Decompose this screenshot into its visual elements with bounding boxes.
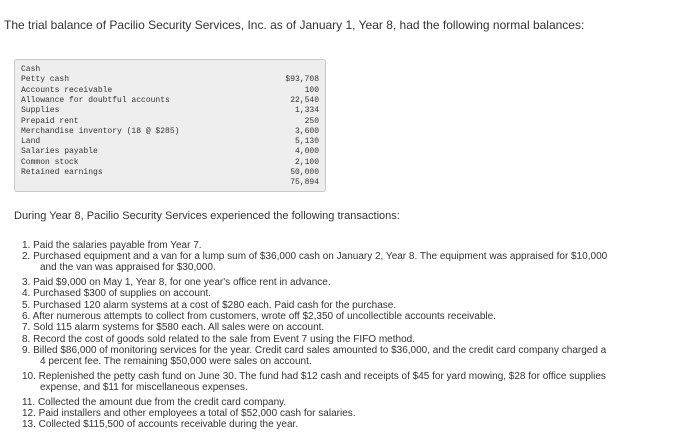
- transaction-item: [22, 311, 496, 322]
- account-name: Retained earnings: [21, 168, 103, 177]
- account-balance: 75,894: [290, 178, 319, 188]
- account-name: Cash: [21, 65, 41, 74]
- transaction-text: 13. Collected $115,500 of accounts receivable during the year.: [22, 419, 299, 430]
- transaction-text-continued: expense, and $11 for miscellaneous expenses.: [40, 382, 248, 393]
- transaction-item: [22, 240, 202, 251]
- transaction-text: 9. Billed $86,000 of monitoring services for the year. Credit card sales amounted to $36,000, and the credit card company charged a: [22, 345, 607, 356]
- transactions-intro: During Year 8, Pacilio Security Services experienced the following transactions:: [14, 210, 400, 222]
- transaction-text: 10. Replenished the petty cash fund on June 30. The fund had $12 cash and receipts of $45 for yard mowing, $28 for office supplies: [22, 371, 606, 382]
- account-name: Land: [21, 137, 41, 147]
- transaction-text: 12. Paid installers and other employees a total of $52,000 cash for salaries.: [22, 408, 356, 419]
- transaction-text: 5. Purchased 120 alarm systems at a cost of $280 each. Paid cash for the purchase.: [22, 300, 397, 311]
- transaction-text: 11. Collected the amount due from the credit card company.: [22, 397, 287, 408]
- transaction-text: 4. Purchased $300 of supplies on account.: [22, 288, 212, 299]
- trial-balance-table: [14, 59, 326, 192]
- transaction-item: [22, 300, 396, 311]
- account-name: Petty cash: [21, 75, 70, 85]
- transaction-item: [22, 408, 356, 419]
- account-balance: 1,334: [294, 106, 319, 116]
- transaction-text: 3. Paid $9,000 on May 1, Year 8, for one year's office rent in advance.: [22, 277, 331, 288]
- account-balance: 100: [304, 85, 319, 95]
- transaction-item: [22, 334, 415, 345]
- problem-intro: The trial balance of Pacilio Security Services, Inc. as of January 1, Year 8, had the following normal balances:: [4, 18, 585, 32]
- transaction-item: [22, 419, 298, 430]
- transaction-item: [22, 371, 606, 393]
- transaction-text: 2. Purchased equipment and a van for a lump sum of $36,000 cash on January 2, Year 8. The equipment was appraised for $10,000: [22, 251, 608, 262]
- account-name: Salaries payable: [21, 147, 98, 157]
- account-name: Accounts receivable: [21, 85, 113, 95]
- transaction-text-continued: and the van was appraised for $30,000.: [40, 262, 216, 273]
- account-balance: 5,130: [294, 137, 319, 147]
- account-balance: 2,100: [294, 157, 319, 167]
- account-balance: 50,000: [290, 168, 319, 177]
- transaction-item: [22, 251, 607, 273]
- account-name: Merchandise inventory (18 @ $285): [21, 126, 180, 136]
- transaction-item: [22, 277, 331, 288]
- transaction-text: 6. After numerous attempts to collect from customers, wrote off $2,350 of uncollectible accounts receivable.: [22, 311, 496, 322]
- transaction-text: 8. Record the cost of goods sold related to the sale from Event 7 using the FIFO method.: [22, 334, 415, 345]
- transaction-text: 1. Paid the salaries payable from Year 7.: [22, 240, 202, 251]
- transaction-item: [22, 288, 211, 299]
- transaction-item: [22, 345, 606, 367]
- account-balance: $93,708: [285, 75, 319, 85]
- transaction-text: 7. Sold 115 alarm systems for $580 each. All sales were on account.: [22, 322, 325, 333]
- account-balance: 4,000: [294, 147, 319, 157]
- transaction-item: [22, 397, 286, 408]
- trial-balance-row: [21, 177, 319, 188]
- account-name: Supplies: [21, 106, 60, 116]
- account-balance: 3,600: [294, 126, 319, 136]
- transaction-item: [22, 322, 324, 333]
- transaction-text-continued: 4 percent fee. The remaining $50,000 were sales on account.: [40, 356, 312, 367]
- account-name: Common stock: [21, 157, 79, 167]
- account-name: Prepaid rent: [21, 116, 79, 126]
- account-name: Allowance for doubtful accounts: [21, 95, 170, 105]
- account-balance: 22,540: [290, 95, 319, 105]
- account-balance: 250: [304, 116, 319, 126]
